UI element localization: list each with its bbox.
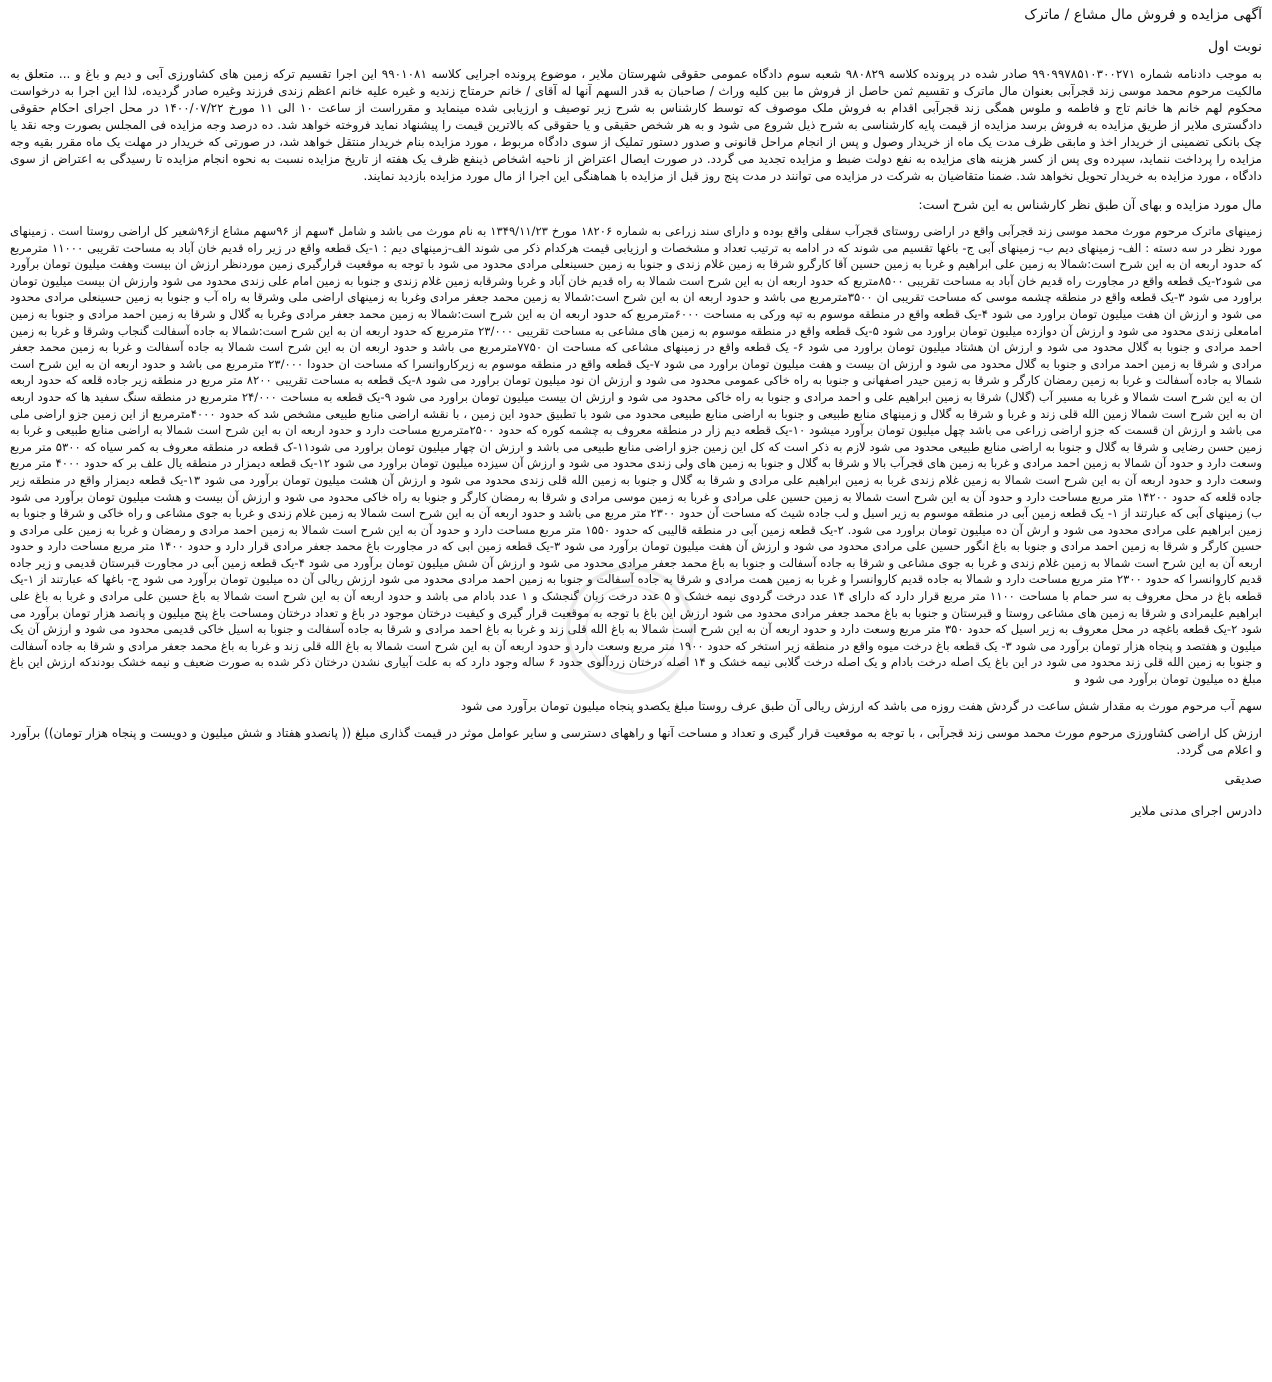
notice-intro-paragraph: به موجب دادنامه شماره ۹۹۰۹۹۷۸۵۱۰۳۰۰۲۷۱ صادر شده در پرونده کلاسه ۹۸۰۸۲۹ شعبه سوم دادگاه عمومی حقوقی شهرستان ملایر ، موضوع پرونده اجرایی کلاسه ۹۹۰۱۰۸۱ این اجرا تقسیم ترکه زمین های کشاورزی آبی و دیم و باغ و ... متعلق به مالکیت مرحوم محمد موسی زند قجرآبی بعنوان مال ماترک و تقسیم ثمن حاصل از فروش ما بین کلیه وراث / صاحبان به قدر السهم آنها له آقای / خانم حرمتاج زندیه و غیره علیه خانم اعظم زندی فرزند وغیره صادر گردیده، لذا این اجرا به درخواست محکوم لهم خانم ها خانم تاج و فاطمه و ملوس همگی زند قجرآبی اقدام به فروش ملک موصوف که توسط کارشناس به شرح زیر توصیف و ارزیابی شده مینماید و مقرراست از ساعت ۱۰ الی ۱۱ مورخ ۱۴۰۰/۰۷/۲۲ در محل اجرای احکام حقوقی دادگستری ملایر از طریق مزایده به فروش برسد مزایده از قیمت پایه کارشناسی به شرح ذیل شروع می شود و به هر شخص حقیقی و یا حقوقی که بالاترین قیمت را پیشنهاد نماید فروخته خواهد شد. ده درصد وجه مزایده فی المجلس بصورت وجه نقد یا چک بانکی تضمینی از خریدار اخذ و مابقی ظرف مدت یک ماه از خریدار وصول و پس از انجام مراحل قانونی و صدور دستور تملیک از سوی دادگاه مربوط ، مورد مزایده بنام خریدار منتقل خواهد شد، در صورتی که خریدار در مهلت یک ماه مقرر بقیه وجه مزایده را پرداخت ننماید، سپرده وی پس از کسر هزینه های مزایده به نفع دولت ضبط و مزایده تجدید می گردد. در صورت ایصال اعتراض از ناحیه اشخاص ذینفع ظرف یک هفته از تاریخ مزایده نسبت به نحوه انجام مزایده تا رسیدگی به اعتراض از سوی دادگاه ، مورد مزایده به خریدار تحویل نخواهد شد. ضمنا متقاضیان به شرکت در مزایده می توانند در مدت پنج روز قبل از مزایده با هماهنگی این اجرا از مال مورد مزایده بازدید نمایند. [10,67,1262,183]
property-heading: مال مورد مزایده و بهای آن طبق نظر کارشناس به این شرح است: [918,197,1262,212]
water-share-paragraph: سهم آب مرحوم مورث به مقدار شش ساعت در گردش هفت روزه می باشد که ارزش ریالی آن طبق عرف روستا مبلغ یکصدو پنجاه میلیون تومان برآورد می شود [460,698,1262,713]
notice-title: آگهی مزایده و فروش مال مشاع / ماترک [1024,7,1262,23]
auction-notice-document [10,4,1262,1378]
signer-name: صدیقی [1224,770,1262,786]
notice-round: نوبت اول [1207,39,1262,55]
property-description-paragraph: زمینهای ماترک مرحوم مورث محمد موسی زند قجرآبی واقع در اراضی روستای قجرآب سفلی واقع بوده و دارای سند زراعی به شماره ۱۸۲۰۶ مورخ ۱۳۴۹/۱۱/۲۳ به نام مورث می باشد و شامل ۴سهم از ۹۶سهم مشاع از۹۶شعیر کل اراضی روستا است . زمینهای مورد نظر در سه دسته : الف- زمینهای دیم ب- زمینهای آبی ج- باغها تقسیم می شوند که در ادامه به ترتیب تعداد و مشخصات و ارزیابی قیمت هرکدام ذکر می شوند الف-زمینهای دیم : ۱-یک قطعه واقع در زیر راه قدیم خان آباد به مساحت تقریبی ۱۱۰۰۰ مترمربع که حدود اربعه ان به این شرح است:شمالا به زمین علی ابراهیم و غربا به زمین حسین آقا کارگرو شرقا به زمین غلام زندی و جنوبا به زمین حسینعلی مرادی محدود می شود با توجه به موقعیت قرارگیری زمین موردنظر ارزش ان بیست وهفت میلیون تومان برآورد می شود۲-یک قطعه واقع در مجاورت راه قدیم خان آباد به مساحت تقریبی ۸۵۰۰متربع که حدود اربعه ان به این شرح است شمالا به راه قدیم خان آباد و غربا وشرقابه زمین غلام زندی و جنوبا به زمین امام علی زندی محدود می شود وارزش ان بیست میلیون تومان براورد می شود ۳-یک قطعه واقع در منطقه چشمه موسی که مساحت تقریبی ان ۳۵۰۰مترمربع می باشد و حدود اربعه ان به این شرح است:شمالا به زمین محمد جعفر مرادی وغربا به زمینهای اراضی ملی وشرقا به راه آب و جنوبا به زمین حسینعلی مرادی محدود می شود و ارزش ان هفت میلیون تومان براورد می شود ۴-یک قطعه واقع در منطقه موسوم به تپه ورکی به مساحت ۶۰۰۰مترمربع که حدود اربعه ان به این شرح است:شمالا به زمین محمد جعفر مرادی وغربا به گلال و شرقا به زمین احمد مرادی و جنوبا به زمین امامعلی زندی محدود می شود و ارزش آن دوازده میلیون تومان براورد می شود ۵-یک قطعه واقع در منطقه موسوم به زمین های مشاعی به مساحت تقریبی ۲۳/۰۰۰ مترمربع که حدود اربعه ان به این شرح است:شمالا به جاده آسفالت گنجاب وشرقا و غربا به زمین احمد مرادی و جنوبا به گلال محدود می شود و ارزش ان هشتاد میلیون تومان براورد می شود ۶- یک قطعه واقع در زمینهای مشاعی که مساحت ان ۷۷۵۰مترمربع می باشد و حدود اربعه ان به این شرح است شمالا به جاده آسفالت و غربا به زمین محمد جعفر مرادی و شرقا به زمین احمد مرادی و جنوبا به گلال محدود می شود و ارزش ان بیست و هفت میلیون تومان براورد می شود ۷-یک قطعه واقع در منطقه موسوم به زیرکاروانسرا که مساحت ان حدودا ۲۳/۰۰۰ مترمربع می باشد و حدود اربعه ان به این شرح است شمالا به جاده آسفالت و غربا به زمین رمضان کارگر و شرقا به زمین حیدر اصفهانی و جنوبا به راه خاکی عمومی محدود می شود و ارزش ان نود میلیون تومان براورد می شود ۸-یک قطعه به مساحت تقریبی ۸۲۰۰ متر مربع در منطقه زیر جاده قلعه که حدود اربعه ان به این شرح است شمالا و غربا به مسیر آب (گلال) شرقا به زمین ابراهیم علی و احمد مرادی و جنوبا به راه خاکی محدود می شود و ارزش ان بیست میلیون تومان براورد می شود ۹-یک قطعه به مساحت ۲۴/۰۰۰ مترمربع در منطقه سنگ سفید ها که حدود اربعه ان به این شرح است شمالا زمین الله قلی زند و غربا و شرقا به گلال و زمینهای منابع طبیعی و جنوبا به اراضی منابع طبیعی محدود می شود با تطبیق حدود این زمین ، با نقشه اراضی منابع طبیعی مشخص شد که حدود ۴۰۰۰مترمربع از این زمین جزو اراضی ملی می باشد و ارزش ان قسمت که جزو اراضی زراعی می باشد چهل میلیون تومان برآورد میشود ۱۰-یک قطعه دیم زار در منطقه معروف به چشمه کوره که حدود ۲۵۰۰مترمربع مساحت دارد و حدود اربعه ان به این شرح است شمالا به اراضی منابع طبیعی و غربا به زمین حسن رضایی و شرقا به گلال و جنوبا به اراضی منابع طبیعی محدود می شود لازم به ذکر است که کل این زمین جزو اراضی منابع طبیعی می باشد و ارزش ان چهار میلیون تومان براورد می شود۱۱-ک قطعه در منطقه معروف به کمر سیاه که ۵۳۰۰ متر مربع وسعت دارد و حدود آن شمالا به زمین احمد مرادی و غربا به زمین های قجرآب بالا و شرقا به گلال و جنوبا به زمین های ولی زندی محدود می شود و ارزش آن سیزده میلیون تومان براورد می شود ۱۲-یک قطعه دیمزار در منطقه یال علف بر که حدود ۴۰۰۰ متر مربع وسعت دارد و حدود اربعه آن به این شرح است شمالا به زمین غلام زندی غربا به زمین ابراهیم علی مرادی و شرقا به گلال و جنوبا به زمین الله قلی زندی محدود می شود و ارزش آن هشت میلیون تومان برآورد می شود ۱۳-یک قطعه دیمزار واقع در منطقه زیر جاده قلعه که حدود ۱۴۲۰۰ متر مربع مساحت دارد و حدود آن به این شرح است شمالا به زمین حسین علی مرادی و غربا به زمین موسی مرادی و شرقا به رمضان کارگر و جنوبا به راه خاکی محدود می شود و ارزش آن بیست و هشت میلیون تومان برآورد می شود ب) زمینهای آبی که عبارتند از ۱- یک قطعه زمین آبی در منطقه موسوم به زیر اسیل و لب جاده شیث که مساحت آن حدود ۲۳۰۰ متر مربع می باشد و حدود اربعه آن به این شرح است شمالا به زمین غلام زندی و غربا به جوی مشاعی و راه خاکی و شرقا و جنوبا به زمین ابراهیم علی مرادی محدود می شود و ارش آن ده میلیون تومان براورد می شود. ۲-یک قطعه زمین آبی در منطقه قالیبی که حدود ۱۵۵۰ متر مربع مساحت دارد و حدود آن به این شرح است شمالا به زمین احمد مرادی و رمضان و غربا به زمین علی مرادی و حسین کارگر و شرقا به زمین احمد مرادی و جنوبا به باغ انگور حسین علی مرادی محدود می شود و ارزش آن هفت میلیون تومان برآورد می شود ۳-یک قطعه زمین ابی که در مجاورت باغ محمد جعفر مرادی قرار دارد و حدود ۱۴۰۰ متر مربع مساحت دارد و حدود اربعه آن به این شرح است شمالا به زمین غلام زندی و غربا به جوی مشاعی و شرقا به جاده آسفالت و جنوبا به باغ محمد جعفر مرادی محدود می شود و ارزش آن شش میلیون تومان برآورد می شود ۴-یک قطعه زمین آبی در مجاورت قبرستان قدیمی و زیر جاده قدیم کاروانسرا که حدود ۲۳۰۰ متر مربع مساحت دارد و شمالا به جاده قدیم کاروانسرا و غربا به زمین همت مرادی و شرقا به جاده آسفالت و جنوبا به زمین احمد مرادی محدود می شود ارزش ریالی آن ده میلیون تومان برآورد می شود ج- باغها که عبارتند از ۱-یک قطعه باغ در محل معروف به سر حمام با مساحت ۱۱۰۰ متر مربع قرار دارد که دارای ۱۴ عدد درخت گردوی نیمه خشک و ۵ عدد درخت زبان گنجشک و ۱ عدد بادام می باشد و حدود اربعه آن به این شرح است شمالا به باغ حسین علی مرادی و غربا به باغ علی ابراهیم علیمرادی و شرقا به زمین های مشاعی روستا و قبرستان و جنوبا به باغ محمد جعفر مرادی محدود می شود ارزش این باغ با توجه به موقعیت قرار گیری و کیفیت درختان موجود در باغ و تعداد درختان ومساحت باغ پنج میلیون و پانصد هزار تومان برآورد می شود ۲-یک قطعه باغچه در محل معروف به زیر اسیل که حدود ۳۵۰ متر مربع وسعت دارد و حدود اربعه آن به این شرح است شمالا به باغ الله قلی زند و غربا به باغ احمد مرادی و شرقا به جاده آسفالت و جنوبا به اسیل خاکی قدیمی محدود می شود و ارزش آن یک میلیون و هفتصد و پنجاه هزار تومان برآورد می شود ۳- یک قطعه باغ درخت میوه واقع در منطقه زیر استخر که حدود ۱۹۰۰ متر مربع وسعت دارد و حدود اربعه آن به این شرح است شمالا به باغ الله قلی زند و غربا به باغ محمد جعفر مرادی و شرقا به جاده آسفالت و جنوبا به زمین الله قلی زند محدود می شود در این باغ یک اصله درخت بادام و یک اصله درخت گلابی نیمه خشک و ۱۴ اصله درختان زردآلوی حدود ۶ ساله وجود دارد که به علت آبیاری نشدن درختان ذکر شده به صورت ضعیف و نیمه خشک بودندکه ارزش این باغ مبلغ ده میلیون تومان برآورد می شود و [10,224,1262,687]
signer-title: دادرس اجرای مدنی ملایر [1131,802,1262,818]
total-value-paragraph: ارزش کل اراضی کشاورزی مرحوم مورث محمد موسی زند قجرآبی ، با توجه به موقعیت قرار گیری و تعداد و مساحت آنها و راههای دسترسی و سایر عوامل موثر در قیمت گذاری مبلغ (( پانصدو هفتاد و شش میلیون و دویست و پنجاه هزار تومان)) برآورد و اعلام می گردد. [10,725,1262,757]
